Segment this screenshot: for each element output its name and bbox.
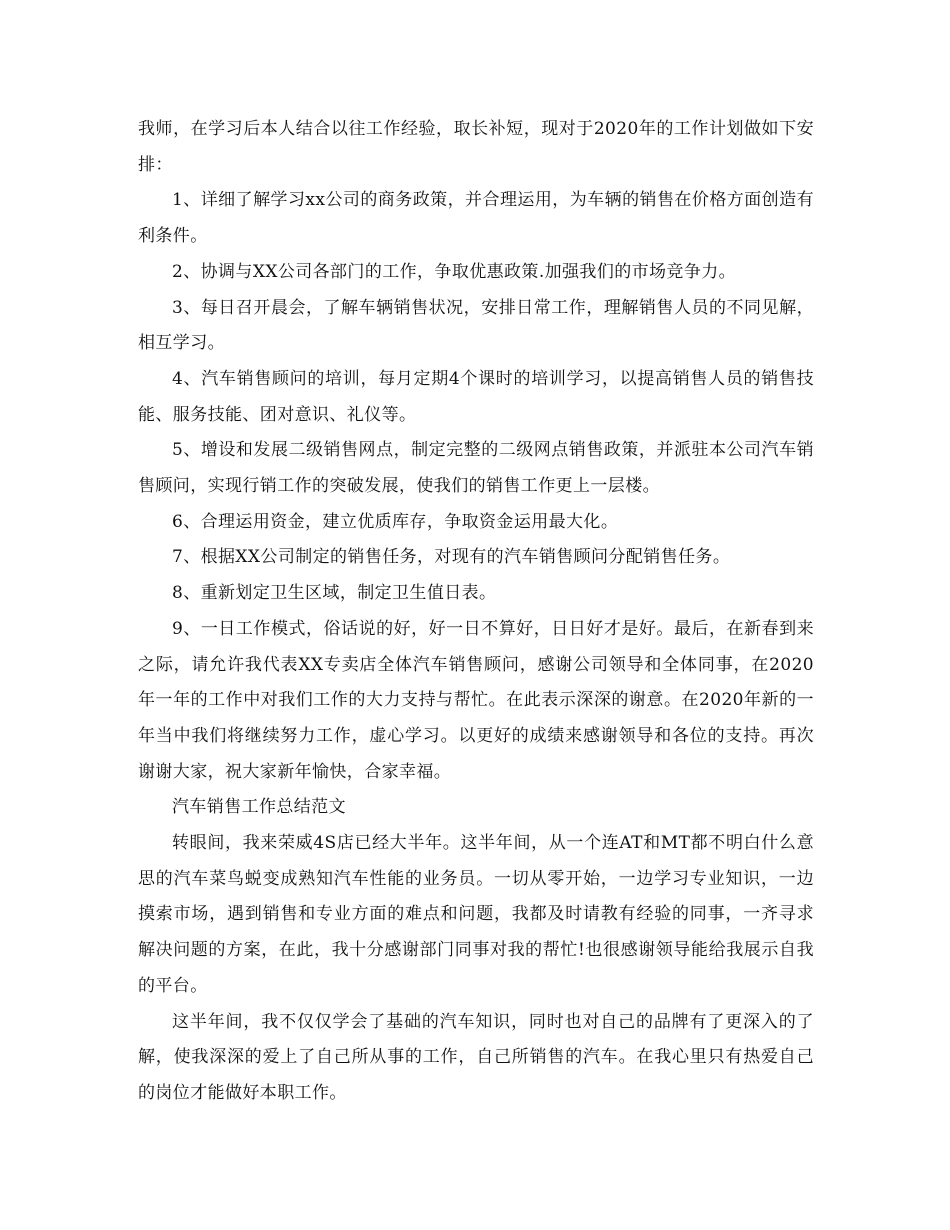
paragraph-item-4: 4、汽车销售顾问的培训，每月定期4个课时的培训学习，以提高销售人员的销售技能、服务技能、团对意识、礼仪等。 (138, 368, 814, 425)
document-page (138, 112, 814, 1112)
paragraph-item-5: 5、增设和发展二级销售网点，制定完整的二级网点销售政策，并派驻本公司汽车销售顾问，实现行销工作的突破发展，使我们的销售工作更上一层楼。 (138, 440, 814, 497)
paragraph-item-6: 6、合理运用资金，建立优质库存，争取资金运用最大化。 (172, 511, 619, 532)
paragraph-item-3: 3、每日召开晨会，了解车辆销售状况，安排日常工作，理解销售人员的不同见解，相互学习。 (138, 297, 814, 354)
paragraph-item-2: 2、协调与XX公司各部门的工作，争取优惠政策.加强我们的市场竞争力。 (172, 261, 737, 282)
paragraph-summary-1: 转眼间，我来荣威4S店已经大半年。这半年间，从一个连AT和MT都不明白什么意思的汽车菜鸟蜕变成熟知汽车性能的业务员。一切从零开始，一边学习专业知识，一边摸索市场，遇到销售和专业方面的难点和问题，我都及时请教有经验的同事，一齐寻求解决问题的方案，在此，我十分感谢部门同事对我的帮忙!也很感谢领导能给我展示自我的平台。 (138, 833, 814, 996)
paragraph-item-8: 8、重新划定卫生区域，制定卫生值日表。 (172, 583, 497, 604)
paragraph-summary-2: 这半年间，我不仅仅学会了基础的汽车知识，同时也对自己的品牌有了更深入的了解，使我深深的爱上了自己所从事的工作，自己所销售的汽车。在我心里只有热爱自己的岗位才能做好本职工作。 (138, 1011, 814, 1103)
section-heading: 汽车销售工作总结范文 (172, 797, 346, 818)
paragraph-item-9: 9、一日工作模式，俗话说的好，好一日不算好，日日好才是好。最后，在新春到来之际，请允许我代表XX专卖店全体汽车销售顾问，感谢公司领导和全体同事，在2020年一年的工作中对我们工作的大力支持与帮忙。在此表示深深的谢意。在2020年新的一年当中我们将继续努力工作，虚心学习。以更好的成绩来感谢领导和各位的支持。再次谢谢大家，祝大家新年愉快，合家幸福。 (138, 618, 814, 782)
paragraph-intro-continuation: 我师，在学习后本人结合以往工作经验，取长补短，现对于2020年的工作计划做如下安排： (138, 119, 814, 175)
paragraph-item-7: 7、根据XX公司制定的销售任务，对现有的汽车销售顾问分配销售任务。 (172, 547, 731, 568)
paragraph-item-1: 1、详细了解学习xx公司的商务政策，并合理运用，为车辆的销售在价格方面创造有利条件。 (138, 190, 814, 247)
